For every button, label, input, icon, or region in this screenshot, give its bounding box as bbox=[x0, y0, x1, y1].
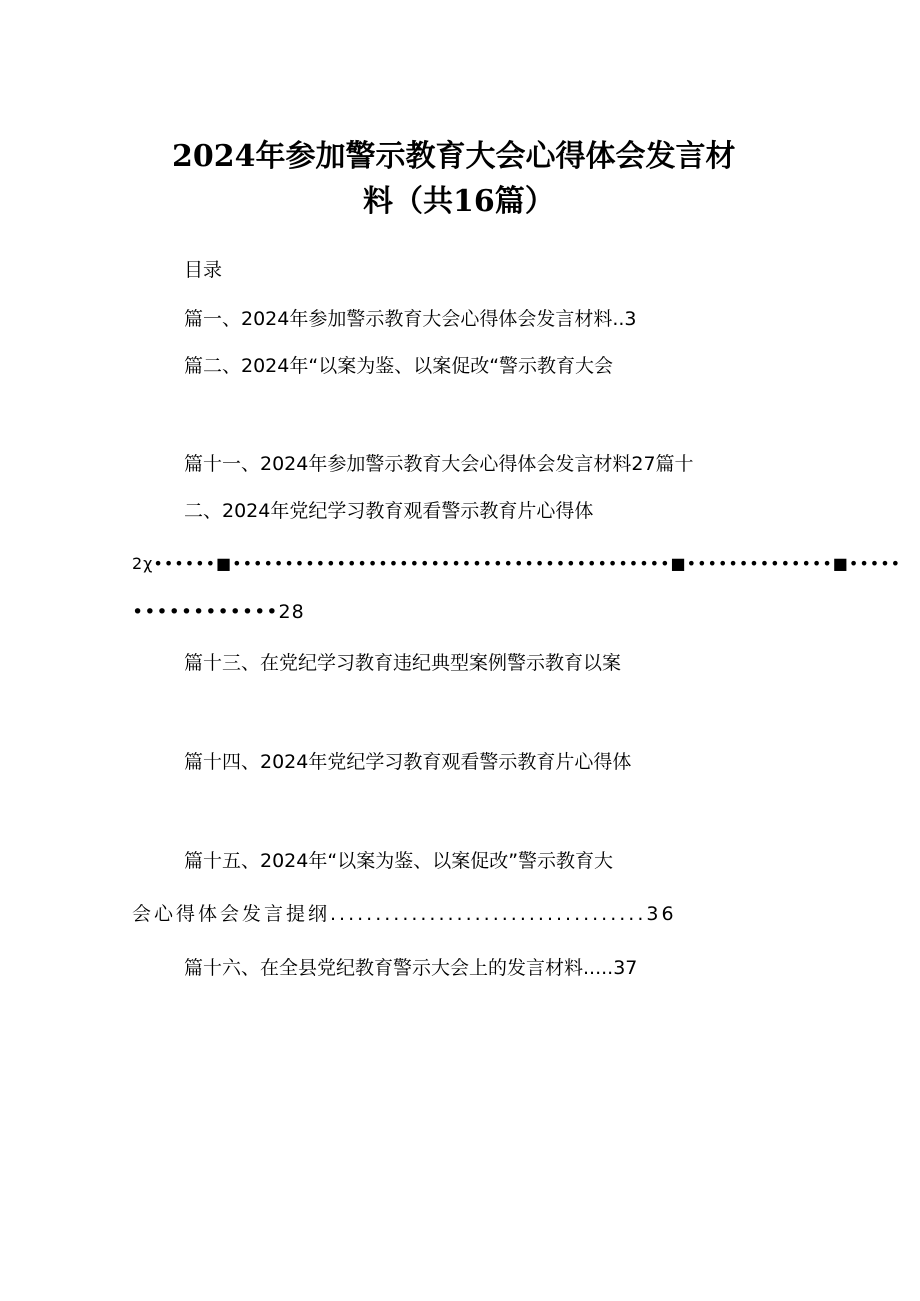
document-title-line-2: 料（共16篇） bbox=[363, 184, 555, 219]
toc-entry: 二、2024年党纪学习教育观看警示教育片心得体 bbox=[184, 500, 594, 522]
toc-entry: 篇十六、在全县党纪教育警示大会上的发言材料.....37 bbox=[184, 957, 638, 979]
toc-entry-page-number: ••••••••••••28 bbox=[132, 601, 305, 623]
toc-entry: 篇十三、在党纪学习教育违纪典型案例警示教育以案 bbox=[184, 652, 622, 674]
toc-entry: 篇十四、2024年党纪学习教育观看警示教育片心得体 bbox=[184, 751, 632, 773]
document-title-line-1: 2024年参加警示教育大会心得体会发言材 bbox=[172, 139, 736, 174]
toc-entry-dotted-leader: 2χ••••••■••••••••••••••••••••••••••••••••••••••••••■••••••••••••••■••••• bbox=[132, 554, 902, 573]
toc-entry: 篇一、2024年参加警示教育大会心得体会发言材料..3 bbox=[184, 308, 637, 330]
toc-entry: 篇十五、2024年“以案为鉴、以案促改”警示教育大 bbox=[184, 850, 614, 872]
toc-entry: 篇二、2024年“以案为鉴、以案促改“警示教育大会 bbox=[184, 355, 614, 377]
toc-entry: 会心得体会发言提纲...................................36 bbox=[132, 903, 677, 925]
toc-heading: 目录 bbox=[184, 259, 223, 281]
toc-entry: 篇十一、2024年参加警示教育大会心得体会发言材料27篇十 bbox=[184, 453, 694, 475]
